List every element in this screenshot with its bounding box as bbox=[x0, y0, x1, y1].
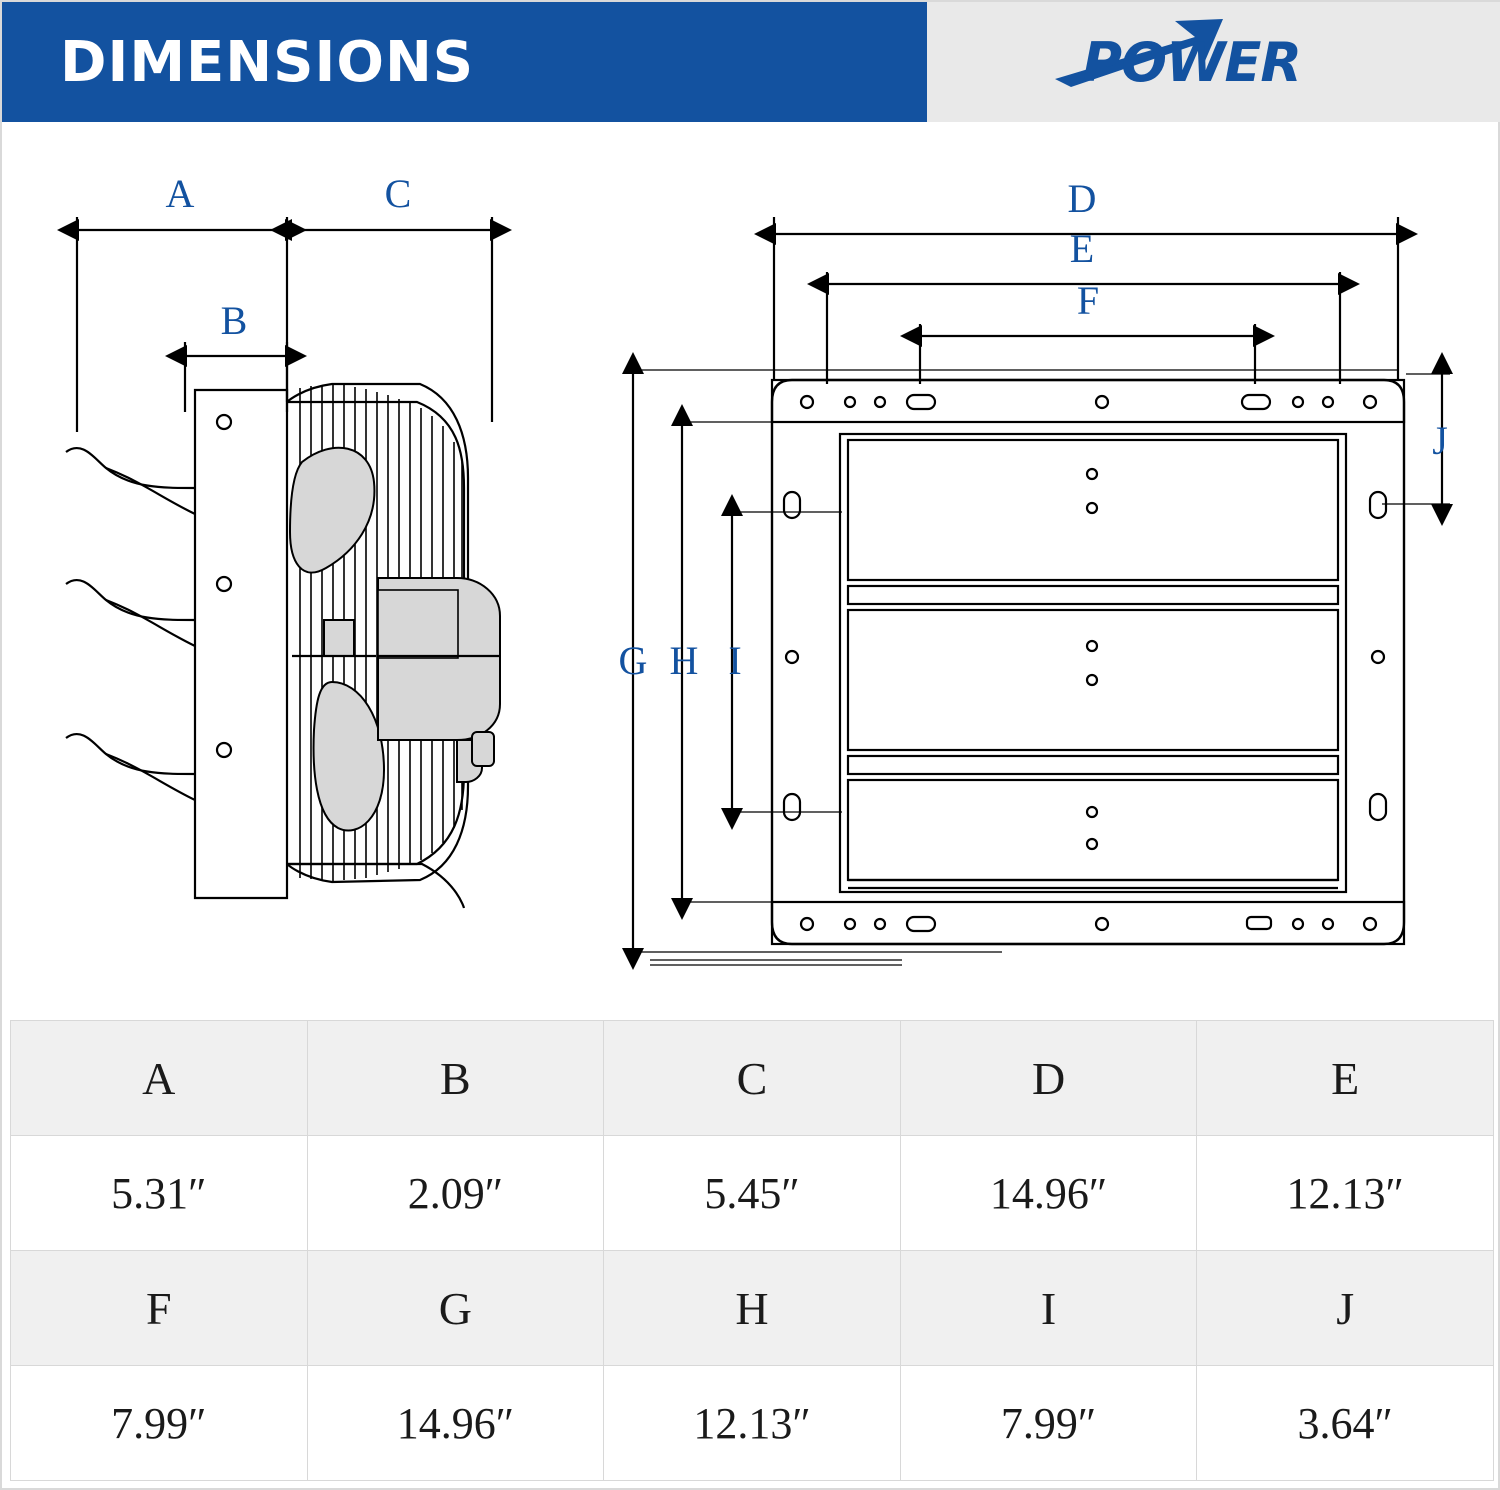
table-value-B: 2.09″ bbox=[307, 1136, 604, 1251]
table-header-I: I bbox=[900, 1251, 1197, 1366]
header-title-bar bbox=[2, 2, 927, 122]
table-row bbox=[11, 1366, 1494, 1481]
table-value-A: 5.31″ bbox=[11, 1136, 308, 1251]
dimension-label-I: I bbox=[728, 638, 742, 683]
drawing-svg bbox=[2, 122, 1500, 1012]
dimension-label-F: F bbox=[1076, 278, 1100, 323]
table-header-H: H bbox=[604, 1251, 901, 1366]
table-value-J: 3.64″ bbox=[1197, 1366, 1494, 1481]
dimension-label-H: H bbox=[669, 638, 699, 683]
dimension-label-J: J bbox=[1432, 418, 1448, 463]
table-row bbox=[11, 1136, 1494, 1251]
table-header-D: D bbox=[900, 1021, 1197, 1136]
table-header-J: J bbox=[1197, 1251, 1494, 1366]
table-header-E: E bbox=[1197, 1021, 1494, 1136]
dimension-label-E: E bbox=[1069, 226, 1095, 271]
brand-logo-text: POWER bbox=[1082, 31, 1302, 94]
table-value-I: 7.99″ bbox=[900, 1366, 1197, 1481]
table-value-H: 12.13″ bbox=[604, 1366, 901, 1481]
dimension-label-A: A bbox=[165, 171, 195, 216]
dimension-drawing bbox=[2, 122, 1500, 1012]
page-header bbox=[2, 2, 1500, 122]
page-title: DIMENSIONS bbox=[60, 29, 475, 95]
table-value-G: 14.96″ bbox=[307, 1366, 604, 1481]
table-header-C: C bbox=[604, 1021, 901, 1136]
table-row bbox=[11, 1021, 1494, 1136]
table-value-F: 7.99″ bbox=[11, 1366, 308, 1481]
table-value-D: 14.96″ bbox=[900, 1136, 1197, 1251]
header-logo-bar bbox=[927, 2, 1500, 122]
table-header-B: B bbox=[307, 1021, 604, 1136]
table-value-E: 12.13″ bbox=[1197, 1136, 1494, 1251]
dimension-label-G: G bbox=[618, 638, 648, 683]
dimension-label-C: C bbox=[384, 171, 412, 216]
dimension-label-B: B bbox=[220, 298, 248, 343]
dimensions-table bbox=[10, 1020, 1494, 1481]
table-header-A: A bbox=[11, 1021, 308, 1136]
table-header-G: G bbox=[307, 1251, 604, 1366]
brand-logo bbox=[1035, 17, 1395, 107]
table-header-F: F bbox=[11, 1251, 308, 1366]
table-row bbox=[11, 1251, 1494, 1366]
dimension-label-D: D bbox=[1067, 176, 1097, 221]
table-value-C: 5.45″ bbox=[604, 1136, 901, 1251]
